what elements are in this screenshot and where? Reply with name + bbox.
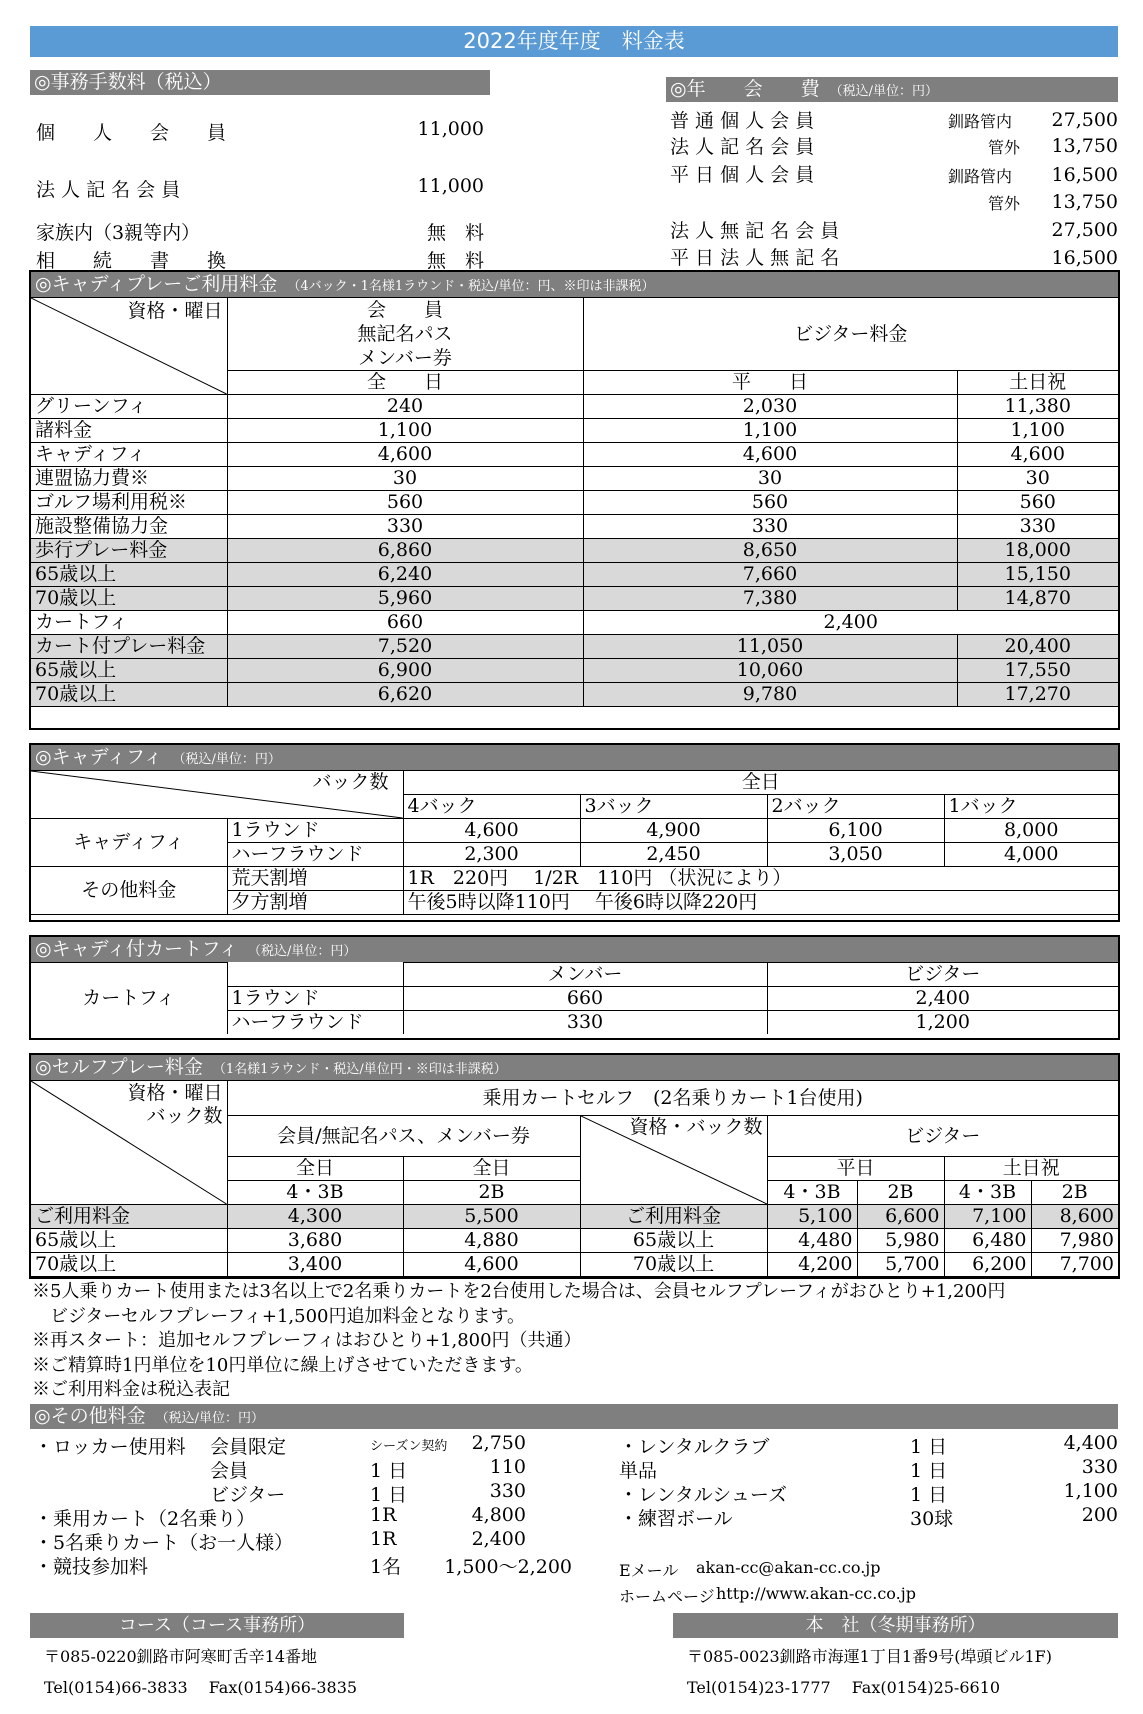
other-fee-type: ビジター bbox=[210, 1484, 286, 1506]
visitor-fee: 8,600 bbox=[1031, 1205, 1118, 1229]
rental-unit: 1 日 bbox=[910, 1460, 948, 1482]
visitor-fee: 6,600 bbox=[857, 1205, 944, 1229]
member-fee: 6,900 bbox=[227, 659, 583, 683]
visitor-header: ビジター bbox=[767, 963, 1118, 987]
caddie-play-row bbox=[31, 563, 1118, 587]
member-fee: 330 bbox=[227, 515, 583, 539]
member-fee: 4,600 bbox=[403, 1253, 580, 1277]
caddie-play-row bbox=[31, 419, 1118, 443]
member-header: メンバー bbox=[403, 963, 767, 987]
head-office-phone: Tel(0154)23-1777 Fax(0154)25-6610 bbox=[687, 1678, 1001, 1697]
row-label: 65歳以上 bbox=[580, 1229, 767, 1253]
fee-cell: 330 bbox=[403, 1011, 767, 1035]
caddie-play-row bbox=[31, 443, 1118, 467]
fee-cell: 4,600 bbox=[403, 819, 580, 843]
rental-value: 200 bbox=[1081, 1504, 1118, 1526]
bag-header: 4・3B bbox=[227, 1181, 403, 1205]
visitor-fee: 5,700 bbox=[857, 1253, 944, 1277]
annual-fee-heading bbox=[666, 77, 1118, 102]
other-fee-unit: 1 日 bbox=[370, 1460, 408, 1482]
caddie-fee-section bbox=[29, 743, 1120, 922]
fee-cell: 4,000 bbox=[944, 843, 1118, 867]
visitor-fee: 6,200 bbox=[944, 1253, 1031, 1277]
annual-fee-value: 13,750 bbox=[1051, 135, 1118, 157]
admin-fee-value: 無 料 bbox=[426, 250, 484, 272]
member-fee: 6,240 bbox=[227, 563, 583, 587]
rental-unit: 30球 bbox=[910, 1508, 954, 1530]
annual-fee-label: 平 日 法 人 無 記 名 bbox=[670, 247, 840, 269]
homepage-link[interactable]: http://www.akan-cc.co.jp bbox=[716, 1584, 916, 1603]
caddie-fee-note: （税込/単位：円） bbox=[172, 752, 281, 767]
member-header: 会員/無記名パス、メンバー券 bbox=[227, 1116, 580, 1157]
note-line: ※再スタート：追加セルフプレーフィはおひとり+1,800円（共通） bbox=[32, 1330, 582, 1351]
visitor-weekday-fee: 7,380 bbox=[583, 587, 957, 611]
other-fees-body bbox=[30, 1430, 1118, 1606]
corner-label: 資格・バック数 bbox=[629, 1116, 763, 1138]
member-fee: 1,100 bbox=[227, 419, 583, 443]
fee-cell: 2,300 bbox=[403, 843, 580, 867]
caddie-play-row bbox=[31, 587, 1118, 611]
visitor-weekday-fee: 330 bbox=[583, 515, 957, 539]
corner-label: バック数 bbox=[312, 771, 389, 793]
visitor-weekday-fee: 2,030 bbox=[583, 395, 957, 419]
row-label: 70歳以上 bbox=[31, 683, 227, 707]
caddie-play-row bbox=[31, 467, 1118, 491]
member-fee: 4,880 bbox=[403, 1229, 580, 1253]
rental-item: ・レンタルクラブ bbox=[619, 1436, 770, 1458]
annual-fee-area: 管外 bbox=[988, 194, 1021, 213]
visitor-weekday-fee: 4,600 bbox=[583, 443, 957, 467]
cart-fee-title: ◎キャディ付カートフィ bbox=[35, 938, 238, 960]
day-header: 土日祝 bbox=[957, 371, 1118, 395]
self-play-heading bbox=[31, 1055, 1118, 1080]
row-label: 70歳以上 bbox=[31, 587, 227, 611]
visitor-weekday-fee: 560 bbox=[583, 491, 957, 515]
rental-value: 1,100 bbox=[1063, 1480, 1118, 1502]
head-office-heading: 本 社（冬期事務所） bbox=[673, 1613, 1118, 1638]
fee-cell: 3,050 bbox=[767, 843, 944, 867]
surcharge-label: 夕方割増 bbox=[227, 891, 403, 915]
annual-fee-label: 普 通 個 人 会 員 bbox=[670, 110, 815, 132]
course-address: 〒085-0220釧路市阿寒町舌辛14番地 bbox=[44, 1647, 318, 1666]
annual-fee-area: 釧路管内 bbox=[948, 112, 1013, 131]
round-label: ハーフラウンド bbox=[227, 1011, 403, 1035]
round-label: 1ラウンド bbox=[227, 819, 403, 843]
visitor-weekday-fee: 30 bbox=[583, 467, 957, 491]
other-fee-value: 4,800 bbox=[471, 1504, 526, 1526]
bag-header: 2B bbox=[403, 1181, 580, 1205]
caddie-play-row bbox=[31, 395, 1118, 419]
corner-label: 資格・曜日 bbox=[127, 300, 223, 322]
other-fee-type: 会員 bbox=[210, 1460, 249, 1482]
self-play-table bbox=[31, 1080, 1118, 1277]
other-fee-value: 1,500～2,200 bbox=[444, 1556, 572, 1578]
rental-item: ・練習ボール bbox=[619, 1508, 733, 1530]
surcharge-label: 荒天割増 bbox=[227, 867, 403, 891]
bag-header: 3バック bbox=[580, 795, 767, 819]
visitor-weekend-fee: 15,150 bbox=[957, 563, 1118, 587]
rental-value: 330 bbox=[1081, 1456, 1118, 1478]
note-line: ※ご精算時1円単位を10円単位に繰上げさせていただきます。 bbox=[32, 1354, 533, 1376]
admin-fee-value: 11,000 bbox=[417, 118, 484, 140]
visitor-fee: 4,480 bbox=[767, 1229, 857, 1253]
row-label: 70歳以上 bbox=[580, 1253, 767, 1277]
annual-fee-note: （税込/単位：円） bbox=[829, 84, 938, 99]
admin-fee-value: 11,000 bbox=[417, 175, 484, 197]
bag-header: 4・3B bbox=[767, 1181, 857, 1205]
bag-header: 4バック bbox=[403, 795, 580, 819]
caddie-play-row bbox=[31, 635, 1118, 659]
row-label: 65歳以上 bbox=[31, 563, 227, 587]
other-fee-unit: シーズン契約 bbox=[370, 1439, 448, 1454]
row-label: 連盟協力費※ bbox=[31, 467, 227, 491]
admin-fee-heading: ◎事務手数料（税込） bbox=[30, 70, 490, 95]
note-line: ※5人乗りカート使用または3名以上で2名乗りカートを2台使用した場合は、会員セルフプレーフィがおひとり+1,200円 bbox=[32, 1281, 1006, 1302]
fee-cell: 2,450 bbox=[580, 843, 767, 867]
fee-cell: 2,400 bbox=[767, 987, 1118, 1011]
caddie-play-table bbox=[31, 297, 1118, 707]
other-fee-value: 110 bbox=[489, 1456, 526, 1478]
all-day-header: 全日 bbox=[403, 771, 1118, 795]
annual-fee-label: 平 日 個 人 会 員 bbox=[670, 164, 815, 186]
visitor-weekend-fee: 18,000 bbox=[957, 539, 1118, 563]
visitor-fee: 6,480 bbox=[944, 1229, 1031, 1253]
member-fee: 3,680 bbox=[227, 1229, 403, 1253]
annual-fee-value: 27,500 bbox=[1051, 109, 1118, 131]
caddie-play-title: ◎キャディプレーご利用料金 bbox=[35, 273, 278, 295]
visitor-fee: 5,980 bbox=[857, 1229, 944, 1253]
member-fee: 4,600 bbox=[227, 443, 583, 467]
visitor-weekday-fee: 9,780 bbox=[583, 683, 957, 707]
bag-header: 2B bbox=[857, 1181, 944, 1205]
other-fee-group: その他料金 bbox=[31, 867, 227, 915]
row-label: 65歳以上 bbox=[31, 1229, 227, 1253]
member-fee: 4,300 bbox=[227, 1205, 403, 1229]
member-header-line: 無記名パス bbox=[357, 323, 453, 345]
self-play-row bbox=[31, 1253, 1118, 1277]
cart-fee-table bbox=[31, 962, 1118, 1034]
row-label: ご利用料金 bbox=[580, 1205, 767, 1229]
caddie-play-heading bbox=[31, 272, 1118, 297]
visitor-fee: 7,980 bbox=[1031, 1229, 1118, 1253]
other-fee-unit: 1名 bbox=[370, 1556, 402, 1578]
round-label: ハーフラウンド bbox=[227, 843, 403, 867]
caddie-fee-title: ◎キャディフィ bbox=[35, 746, 163, 768]
head-office-address: 〒085-0023釧路市海運1丁目1番9号(埠頭ビル1F) bbox=[687, 1647, 1052, 1666]
row-label: キャディフィ bbox=[31, 443, 227, 467]
note-line: ※ご利用料金は税込表記 bbox=[32, 1379, 230, 1400]
admin-fee-label: 個 人 会 員 bbox=[36, 122, 227, 144]
day-header: 全日 bbox=[227, 1157, 403, 1181]
member-header bbox=[227, 298, 583, 371]
row-label: 70歳以上 bbox=[31, 1253, 227, 1277]
member-header-line: 会 員 bbox=[366, 299, 443, 321]
bag-header: 2B bbox=[1031, 1181, 1118, 1205]
caddie-play-row bbox=[31, 491, 1118, 515]
visitor-weekday-fee: 1,100 bbox=[583, 419, 957, 443]
member-fee: 6,620 bbox=[227, 683, 583, 707]
visitor-weekend-fee: 560 bbox=[957, 491, 1118, 515]
visitor-fee: 7,100 bbox=[944, 1205, 1031, 1229]
caddie-fee-group: キャディフィ bbox=[31, 819, 227, 867]
member-fee: 7,520 bbox=[227, 635, 583, 659]
visitor-weekday-fee: 11,050 bbox=[583, 635, 957, 659]
course-phone: Tel(0154)66-3833 Fax(0154)66-3835 bbox=[44, 1678, 358, 1697]
other-fee-unit: 1R bbox=[370, 1504, 397, 1526]
corner-cell-2 bbox=[580, 1116, 767, 1205]
caddie-play-row bbox=[31, 611, 1118, 635]
fee-cell: 660 bbox=[403, 987, 767, 1011]
self-play-note: （1名様1ラウンド・税込/単位円・※印は非課税） bbox=[212, 1062, 507, 1077]
round-label: 1ラウンド bbox=[227, 987, 403, 1011]
rental-item: ・レンタルシューズ bbox=[619, 1484, 787, 1506]
member-header-line: メンバー券 bbox=[358, 347, 452, 369]
admin-fee-value: 無 料 bbox=[426, 222, 484, 244]
visitor-weekend-fee: 4,600 bbox=[957, 443, 1118, 467]
visitor-weekend-fee: 17,270 bbox=[957, 683, 1118, 707]
member-fee: 6,860 bbox=[227, 539, 583, 563]
other-fee-value: 2,750 bbox=[471, 1432, 526, 1454]
day-header: 平日 bbox=[767, 1157, 944, 1181]
cart-fee-note: （税込/単位：円） bbox=[247, 944, 357, 959]
self-play-section bbox=[29, 1053, 1120, 1279]
annual-fee-label: 法 人 無 記 名 会 員 bbox=[670, 220, 840, 242]
rental-unit: 1 日 bbox=[910, 1436, 948, 1458]
surcharge-text: 1R 220円 1/2R 110円 （状況により） bbox=[403, 867, 1118, 891]
admin-fee-label: 法 人 記 名 会 員 bbox=[36, 179, 181, 201]
visitor-header: ビジター bbox=[767, 1116, 1118, 1157]
caddie-play-row bbox=[31, 539, 1118, 563]
email-label: Eメール bbox=[619, 1561, 679, 1580]
caddie-fee-heading bbox=[31, 745, 1118, 770]
day-header: 土日祝 bbox=[944, 1157, 1118, 1181]
annual-fee-area: 釧路管内 bbox=[948, 167, 1013, 186]
row-label: グリーンフィ bbox=[31, 395, 227, 419]
admin-fee-label: 家族内（3親等内） bbox=[36, 222, 201, 244]
cart-fee-heading bbox=[31, 937, 1118, 962]
day-header: 全 日 bbox=[227, 371, 583, 395]
other-fee-item: ・5名乗りカート（お一人様） bbox=[34, 1532, 294, 1554]
visitor-weekend-fee: 1,100 bbox=[957, 419, 1118, 443]
other-fee-item: ・ロッカー使用料 bbox=[34, 1436, 186, 1458]
rental-item: 単品 bbox=[619, 1460, 658, 1482]
corner-label: バック数 bbox=[146, 1105, 223, 1127]
course-office-heading: コース（コース事務所） bbox=[30, 1613, 404, 1638]
fee-cell: 8,000 bbox=[944, 819, 1118, 843]
member-fee: 240 bbox=[227, 395, 583, 419]
fee-cell: 1,200 bbox=[767, 1011, 1118, 1035]
fee-cell: 6,100 bbox=[767, 819, 944, 843]
member-fee: 3,400 bbox=[227, 1253, 403, 1277]
self-play-row bbox=[31, 1229, 1118, 1253]
row-label: 65歳以上 bbox=[31, 659, 227, 683]
corner-cell bbox=[31, 771, 403, 819]
member-fee: 30 bbox=[227, 467, 583, 491]
note-line: ビジターセルフプレーフィ+1,500円追加料金となります。 bbox=[32, 1305, 526, 1327]
fee-cell: 4,900 bbox=[580, 819, 767, 843]
bag-header: 4・3B bbox=[944, 1181, 1031, 1205]
bag-header: 2バック bbox=[767, 795, 944, 819]
row-label: ゴルフ場利用税※ bbox=[31, 491, 227, 515]
other-fee-type: 会員限定 bbox=[210, 1436, 287, 1458]
visitor-fee: 7,700 bbox=[1031, 1253, 1118, 1277]
caddie-play-row bbox=[31, 659, 1118, 683]
annual-fee-area: 管外 bbox=[988, 138, 1021, 157]
caddie-play-section bbox=[29, 270, 1120, 730]
notes-block bbox=[32, 1280, 1005, 1403]
annual-fee-value: 13,750 bbox=[1051, 191, 1118, 213]
visitor-weekend-fee: 30 bbox=[957, 467, 1118, 491]
visitor-weekend-fee: 14,870 bbox=[957, 587, 1118, 611]
homepage-label: ホームページ bbox=[619, 1587, 715, 1606]
day-header: 全日 bbox=[403, 1157, 580, 1181]
member-fee: 5,960 bbox=[227, 587, 583, 611]
visitor-weekend-fee: 17,550 bbox=[957, 659, 1118, 683]
cart-fee-section bbox=[29, 935, 1120, 1040]
self-play-title: ◎セルフプレー料金 bbox=[35, 1056, 203, 1078]
other-fee-unit: 1 日 bbox=[370, 1484, 408, 1506]
corner-cell bbox=[31, 1081, 227, 1205]
visitor-fee: 4,200 bbox=[767, 1253, 857, 1277]
member-fee: 660 bbox=[227, 611, 583, 635]
row-label: カート付プレー料金 bbox=[31, 635, 227, 659]
cart-fee-group: カートフィ bbox=[31, 963, 227, 1035]
blank-cell bbox=[227, 963, 403, 987]
other-fee-value: 2,400 bbox=[471, 1528, 526, 1550]
other-fee-unit: 1R bbox=[370, 1528, 397, 1550]
caddie-play-rows bbox=[31, 395, 1118, 707]
other-fee-item: ・乗用カート（2名乗り） bbox=[34, 1508, 256, 1530]
other-fee-item: ・競技参加料 bbox=[34, 1556, 149, 1578]
visitor-weekend-fee: 20,400 bbox=[957, 635, 1118, 659]
visitor-weekend-fee: 330 bbox=[957, 515, 1118, 539]
row-label: 諸料金 bbox=[31, 419, 227, 443]
member-fee: 560 bbox=[227, 491, 583, 515]
row-label: 施設整備協力金 bbox=[31, 515, 227, 539]
visitor-weekend-fee: 11,380 bbox=[957, 395, 1118, 419]
visitor-weekday-fee: 10,060 bbox=[583, 659, 957, 683]
caddie-play-note: （4バック・1名様1ラウンド・税込/単位：円、※印は非課税） bbox=[287, 279, 655, 294]
corner-cell bbox=[31, 298, 227, 395]
admin-fee-label: 相 続 書 換 bbox=[36, 250, 227, 272]
row-label: カートフィ bbox=[31, 611, 227, 635]
annual-fee-value: 27,500 bbox=[1051, 219, 1118, 241]
surcharge-text: 午後5時以降110円 午後6時以降220円 bbox=[403, 891, 1118, 915]
member-fee: 5,500 bbox=[403, 1205, 580, 1229]
row-label: 歩行プレー料金 bbox=[31, 539, 227, 563]
visitor-weekday-fee: 8,650 bbox=[583, 539, 957, 563]
bag-header: 1バック bbox=[944, 795, 1118, 819]
visitor-fee: 5,100 bbox=[767, 1205, 857, 1229]
annual-fee-value: 16,500 bbox=[1051, 247, 1118, 269]
visitor-header: ビジター料金 bbox=[583, 298, 1118, 371]
other-fee-value: 330 bbox=[489, 1480, 526, 1502]
self-play-rows bbox=[31, 1205, 1118, 1277]
self-play-title-cell: 乗用カートセルフ (2名乗りカート1台使用) bbox=[227, 1081, 1118, 1116]
other-fees-title: ◎その他料金 bbox=[34, 1405, 146, 1427]
caddie-play-row bbox=[31, 683, 1118, 707]
row-label: ご利用料金 bbox=[31, 1205, 227, 1229]
rental-unit: 1 日 bbox=[910, 1484, 948, 1506]
annual-fee-label: 法 人 記 名 会 員 bbox=[670, 136, 815, 158]
visitor-fee: 2,400 bbox=[583, 611, 1118, 635]
annual-fee-title: ◎年 会 費 bbox=[670, 78, 820, 100]
other-fees-heading bbox=[30, 1404, 1118, 1429]
annual-fee-value: 16,500 bbox=[1051, 164, 1118, 186]
page-title: 2022年度年度 料金表 bbox=[30, 26, 1118, 57]
self-play-row bbox=[31, 1205, 1118, 1229]
caddie-fee-table bbox=[31, 770, 1118, 915]
visitor-weekday-fee: 7,660 bbox=[583, 563, 957, 587]
caddie-play-row bbox=[31, 515, 1118, 539]
other-fees-note: （税込/単位：円） bbox=[155, 1411, 264, 1426]
email-link[interactable]: akan-cc@akan-cc.co.jp bbox=[696, 1558, 881, 1577]
annual-fee-list bbox=[666, 104, 1118, 274]
corner-label: 資格・曜日 bbox=[127, 1082, 223, 1104]
day-header: 平 日 bbox=[583, 371, 957, 395]
rental-value: 4,400 bbox=[1063, 1432, 1118, 1454]
